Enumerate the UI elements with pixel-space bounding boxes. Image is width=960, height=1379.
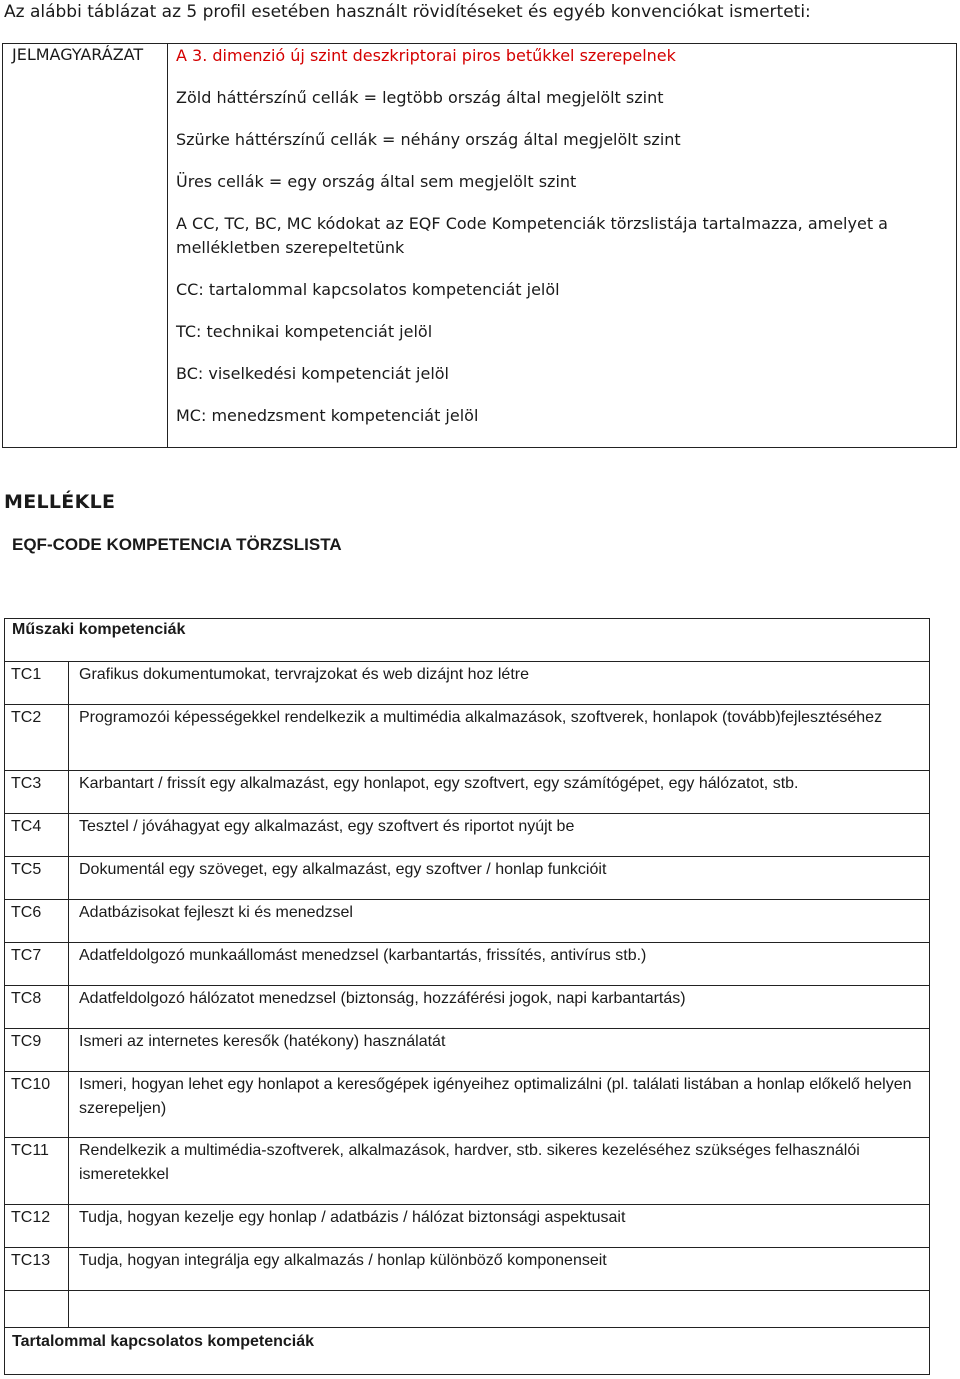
row-divider [5,942,929,943]
legend-item-mc: MC: menedzsment kompetenciát jelöl [176,406,479,425]
code-cell: TC10 [11,1076,51,1093]
competency-table [4,618,930,1375]
row-divider [5,704,929,705]
code-cell: TC6 [11,904,42,921]
desc-cell: Ismeri, hogyan lehet egy honlapot a keresőgépek igényeihez optimalizálni (pl. találati listában a honlap előkelő helyen szerepeljen) [79,1076,912,1117]
legend-item-cc: CC: tartalommal kapcsolatos kompetenciát jelöl [176,280,560,299]
desc-cell: Tesztel / jóváhagyat egy alkalmazást, egy szoftvert és riportot nyújt be [79,818,575,835]
row-divider [5,1327,929,1328]
desc-cell: Adatfeldolgozó hálózatot menedzsel (biztonság, hozzáférési jogok, napi karbantartás) [79,990,686,1007]
row-divider [5,899,929,900]
desc-cell: Tudja, hogyan kezelje egy honlap / adatbázis / hálózat biztonsági aspektusait [79,1209,626,1226]
legend-table [2,43,957,448]
desc-cell: Ismeri az internetes keresők (hatékony) használatát [79,1033,446,1050]
code-cell: TC13 [11,1252,51,1269]
legend-item-new-level: A 3. dimenzió új szint deszkriptorai piros betűkkel szerepelnek [176,46,676,65]
code-cell: TC11 [11,1142,49,1159]
row-divider [5,1028,929,1029]
legend-item-grey: Szürke háttérszínű cellák = néhány ország által megjelölt szint [176,130,681,149]
desc-cell: Tudja, hogyan integrálja egy alkalmazás / honlap különböző komponenseit [79,1252,607,1269]
code-cell: TC4 [11,818,42,835]
code-cell: TC8 [11,990,42,1007]
competency-table-title: Műszaki kompetenciák [12,621,186,638]
code-cell: TC3 [11,775,42,792]
code-cell: TC1 [11,666,42,683]
desc-cell: Programozói képességekkel rendelkezik a multimédia alkalmazások, szoftverek, honlapok (tovább)fejlesztéséhez [79,709,883,726]
desc-cell: Rendelkezik a multimédia-szoftverek, alkalmazások, hardver, stb. sikeres kezeléséhez szükséges felhasználói ismeretekkel [79,1142,860,1183]
desc-cell: Karbantart / frissít egy alkalmazást, egy honlapot, egy szoftvert, egy számítógépet, egy hálózatot, stb. [79,775,799,792]
legend-item-green: Zöld háttérszínű cellák = legtöbb ország által megjelölt szint [176,88,664,107]
code-cell: TC9 [11,1033,42,1050]
row-divider [5,770,929,771]
column-divider [68,661,69,1327]
legend-item-codes: A CC, TC, BC, MC kódokat az EQF Code Kompetenciák törzslistája tartalmazza, amelyet a mellékletben szerepeltetünk [176,214,888,257]
row-divider [5,1290,929,1291]
intro-text: Az alábbi táblázat az 5 profil esetében használt rövidítéseket és egyéb konvenciókat ismerteti: [4,2,811,22]
row-divider [5,1071,929,1072]
row-divider [5,1247,929,1248]
code-cell: TC5 [11,861,42,878]
desc-cell: Grafikus dokumentumokat, tervrajzokat és web dizájnt hoz létre [79,666,529,683]
legend-item-tc: TC: technikai kompetenciát jelöl [176,322,433,341]
content-competencies-heading: Tartalommal kapcsolatos kompetenciák [12,1333,315,1350]
legend-key: JELMAGYARÁZAT [12,45,144,64]
code-cell: TC2 [11,709,42,726]
desc-cell: Dokumentál egy szöveget, egy alkalmazást, egy szoftver / honlap funkcióit [79,861,607,878]
row-divider [5,985,929,986]
row-divider [5,813,929,814]
code-cell: TC7 [11,947,42,964]
legend-divider [167,44,168,447]
desc-cell: Adatfeldolgozó munkaállomást menedzsel (karbantartás, frissítés, antivírus stb.) [79,947,647,964]
legend-item-empty: Üres cellák = egy ország által sem megjelölt szint [176,172,577,191]
annex-heading: MELLÉKLE [4,491,116,513]
legend-item-bc: BC: viselkedési kompetenciát jelöl [176,364,449,383]
row-divider [5,1137,929,1138]
code-cell: TC12 [11,1209,51,1226]
annex-subheading: EQF-CODE KOMPETENCIA TÖRZSLISTA [12,535,342,554]
desc-cell: Adatbázisokat fejleszt ki és menedzsel [79,904,353,921]
row-divider [5,661,929,662]
row-divider [5,1204,929,1205]
row-divider [5,856,929,857]
